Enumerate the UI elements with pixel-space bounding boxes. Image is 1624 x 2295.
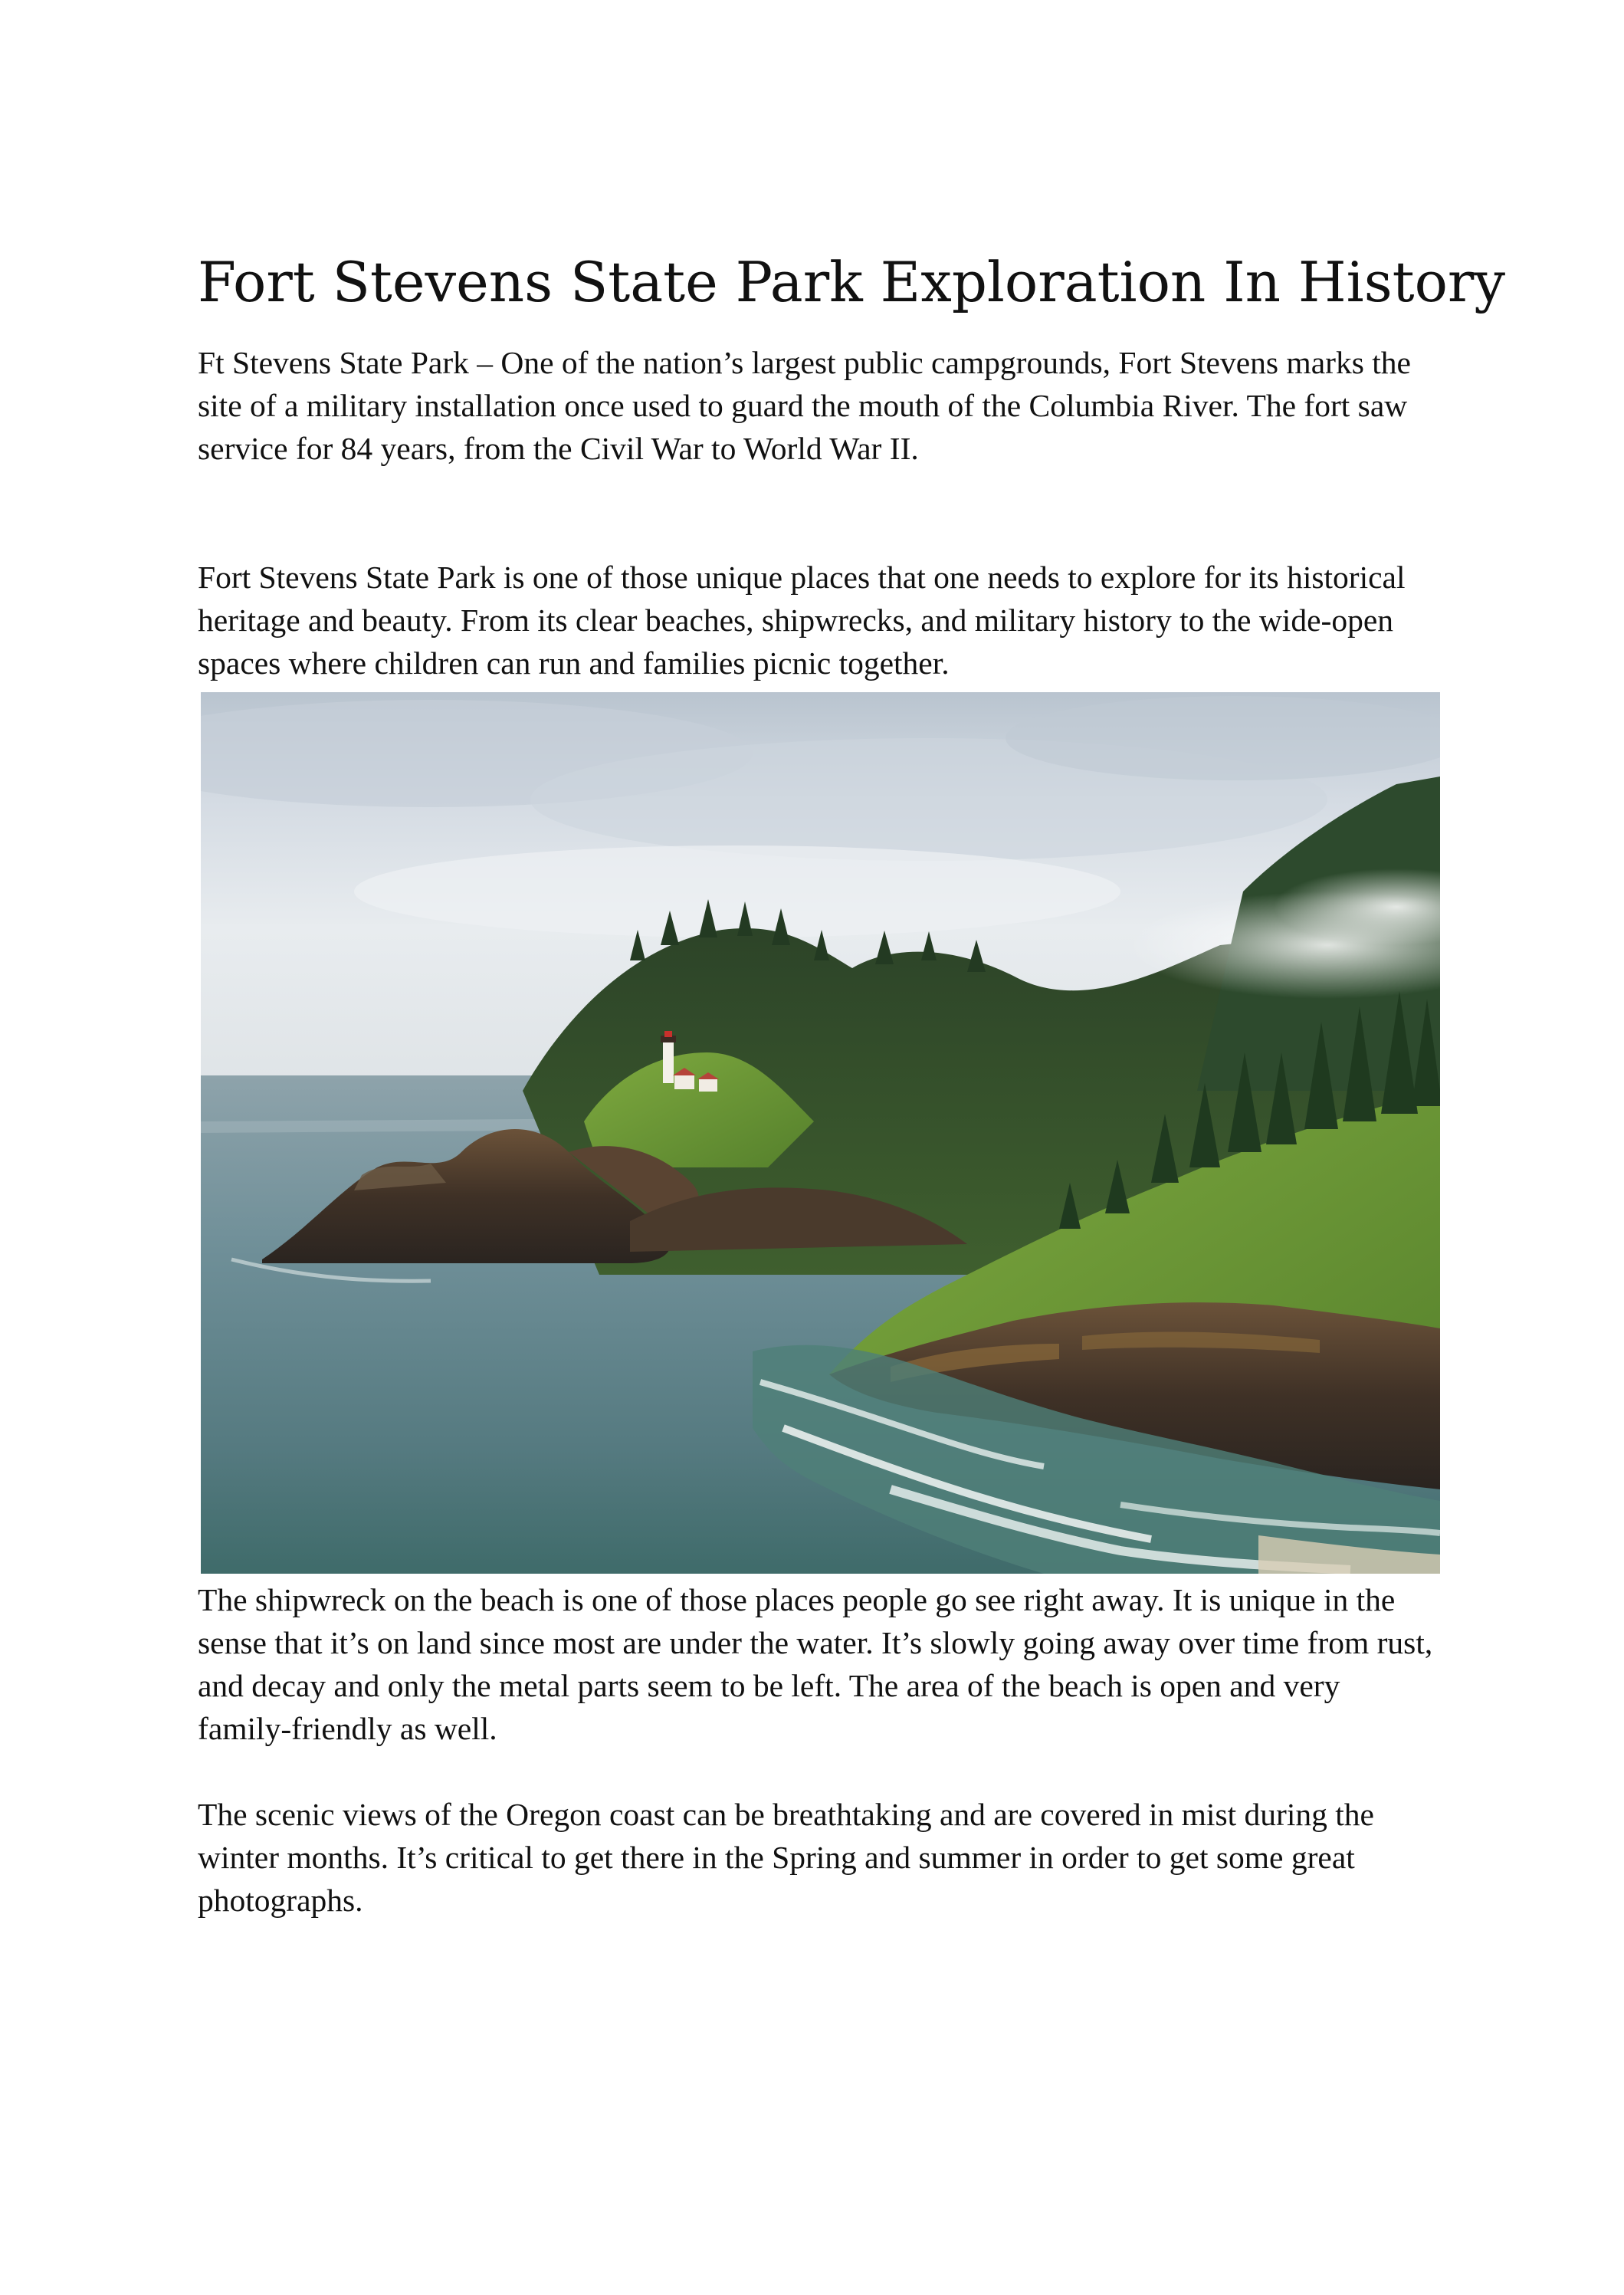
paragraph-scenic-views: The scenic views of the Oregon coast can be breathtaking and are covered in mist during the winter months. It’s critical to get there in the Spring and summer in order to get some great photographs. [198, 1797, 1374, 1918]
paragraph-shipwreck: The shipwreck on the beach is one of those places people go see right away. It is unique in the sense that it’s on land since most are under the water. It’s slowly going away over time from rust, and decay and only the metal parts seem to be left. The area of the beach is open and very family-friendly as well. [198, 1582, 1433, 1746]
page-title: Fort Stevens State Park Exploration In History [198, 250, 1506, 314]
paragraph-heritage: Fort Stevens State Park is one of those unique places that one needs to explore for its historical heritage and beauty. From its clear beaches, shipwrecks, and military history to the wide-open spaces where children can run and families picnic together. [198, 560, 1406, 681]
paragraph-intro: Ft Stevens State Park – One of the nation’s largest public campgrounds, Fort Stevens marks the site of a military installation once used to guard the mouth of the Columbia River. The fort saw service for 84 years, from the Civil War to World War II. [198, 345, 1411, 466]
coastline-lighthouse-photo [201, 692, 1440, 1574]
